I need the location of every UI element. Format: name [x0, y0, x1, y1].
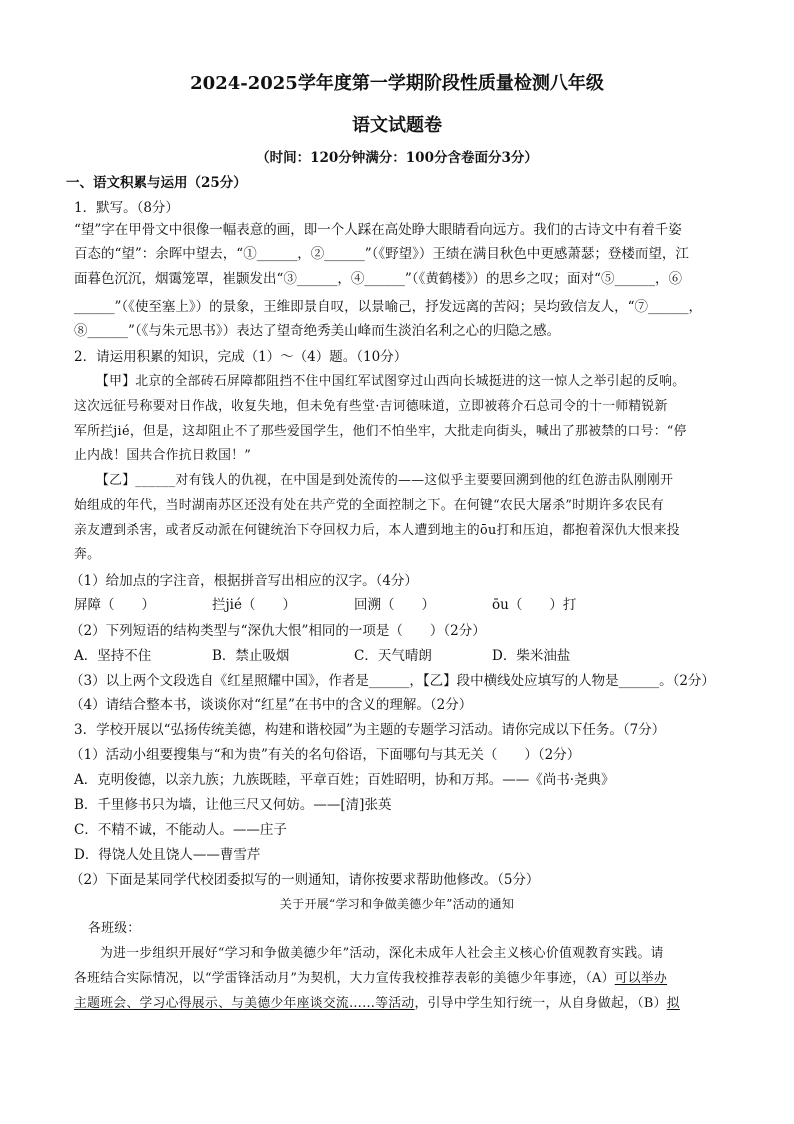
- q2-sub1-item: 拦jié（ ）: [212, 597, 296, 613]
- q1-stem: 1．默写。（8分）: [74, 200, 179, 216]
- passage-jia-line: 这次远征号称要对日作战，收复失地，但未免有些堂·吉诃德味道，立即被蒋介石总司令的十一师精锐新: [74, 399, 668, 414]
- q3-sub1-stem: （1）活动小组要搜集与“和为贵”有关的名句俗语，下面哪句与其无关（ ）（2分）: [70, 747, 581, 763]
- passage-yi-line: 始组成的年代，当时湖南苏区还没有处在共产党的全面控制之下。在何键“农民大屠杀”时期许多农民有: [74, 498, 664, 513]
- q2-sub3: （3）以上两个文段选自《红星照耀中国》，作者是______，【乙】段中横线处应填写的人物是______。（2分）: [70, 673, 715, 689]
- q3-option-c: C．不精不诚，不能动人。——庄子: [74, 822, 287, 838]
- q3-sub2-stem: （2）下面是某同学代校团委拟写的一则通知，请你按要求帮助他修改。（5分）: [70, 872, 540, 888]
- passage-yi-line: 奔。: [74, 547, 101, 562]
- passage-yi-line: 【乙】______对有钱人的仇视，在中国是到处流传的——这似乎主要要回溯到他的红色游击队刚刚开: [96, 473, 674, 488]
- passage-yi-line: 亲友遭到杀害，或者反动派在何键统治下夺回权力后，本人遭到地主的ōu打和压迫，都抱着深仇大恨来投: [74, 523, 680, 538]
- q2-sub2-option-b: B．禁止吸烟: [212, 648, 290, 664]
- notice-underlined-b: 拟: [666, 996, 680, 1011]
- q2-sub2-stem: （2）下列短语的结构类型与“深仇大恨”相同的一项是（ ）（2分）: [70, 623, 486, 639]
- q2-sub1-item: ōu（ ）打: [492, 597, 577, 613]
- paper-subtitle: 语文试题卷: [352, 115, 442, 136]
- q2-sub1-item: 回溯（ ）: [354, 597, 435, 613]
- exam-info: （时间：120分钟满分：100分含卷面分3分）: [256, 150, 538, 166]
- q2-sub1-item: 屏障（ ）: [74, 597, 155, 613]
- notice-title: 关于开展“学习和争做美德少年”活动的通知: [279, 897, 515, 911]
- passage-jia-line: 军所拦jié，但是，这却阻止不了那些爱国学生，他们不怕坐牢，大批走向街头，喊出了那被禁的口号：“停: [74, 424, 687, 439]
- q2-sub2-option-a: A．坚持不住: [74, 648, 152, 664]
- q1-line: ______”（《使至塞上》）的景象，王维即景自叹，以景喻己，抒发远离的苦闷；吴均致信友人，“⑦______，: [74, 299, 703, 315]
- passage-jia-line: 【甲】北京的全部砖石屏障都阻挡不住中国红军试图穿过山西向长城挺进的这一惊人之举引起的反响。: [96, 374, 686, 389]
- q2-sub1-stem: （1）给加点的字注音，根据拼音写出相应的汉字。（4分）: [70, 573, 418, 589]
- section-heading: 一、语文积累与运用（25分）: [66, 175, 247, 191]
- notice-line: 为进一步组织开展好“学习和争做美德少年”活动，深化未成年人社会主义核心价值观教育实践。请: [100, 946, 664, 961]
- q2-sub2-option-d: D．柴米油盐: [492, 648, 571, 664]
- notice-line-text: 各班结合实际情况，以“学雷锋活动月”为契机，大力宣传我校推荐表彰的美德少年事迹，（A）: [74, 971, 615, 986]
- notice-salutation: 各班级：: [88, 921, 141, 936]
- passage-jia-line: 止内战！国共合作抗日救国！”: [74, 448, 252, 463]
- notice-line: [74, 995, 680, 1013]
- q1-line: ⑧______”（《与朱元思书》）表达了望奇绝秀美山峰而生淡泊名利之心的归隐之感。: [74, 323, 561, 339]
- q1-line: 面暮色沉沉，烟霭笼罩，崔颢发出“③______，④______”（《黄鹤楼》）的思乡之叹；面对“⑤______，⑥: [74, 271, 682, 287]
- q3-stem: 3．学校开展以“弘扬传统美德，构建和谐校园”为主题的专题学习活动。请你完成以下任务。（7分）: [74, 722, 666, 738]
- exam-title: 2024-2025学年度第一学期阶段性质量检测八年级: [190, 73, 604, 94]
- q3-option-b: B．千里修书只为墙，让他三尺又何妨。——[清]张英: [74, 797, 392, 813]
- q2-sub2-option-c: C．天气晴朗: [354, 648, 432, 664]
- q3-option-d: D．得饶人处且饶人——曹雪芹: [74, 847, 261, 863]
- q2-sub4: （4）请结合整本书，谈谈你对“红星”在书中的含义的理解。（2分）: [70, 697, 473, 713]
- notice-line-text: ，引导中学生知行统一，从自身做起，（B）: [414, 996, 667, 1011]
- q3-option-a: A．克明俊德，以亲九族；九族既睦，平章百姓；百姓昭明，协和万邦。——《尚书·尧典》: [74, 772, 615, 788]
- notice-underlined-a-cont: 主题班会、学习心得展示、与美德少年座谈交流……等活动: [74, 996, 415, 1011]
- q1-line: “望”字在甲骨文中很像一幅表意的画，即一个人踩在高处睁大眼睛看向远方。我们的古诗文中有着千姿: [74, 222, 682, 238]
- q2-stem: 2．请运用积累的知识，完成（1）～（4）题。（10分）: [74, 349, 408, 365]
- notice-line: [74, 970, 667, 988]
- q1-line: 百态的“望”：余晖中望去，“①______，②______”（《野望》）王绩在满目秋色中更感萧瑟；登楼而望，江: [74, 246, 689, 262]
- notice-underlined-a: 可以举办: [614, 971, 668, 986]
